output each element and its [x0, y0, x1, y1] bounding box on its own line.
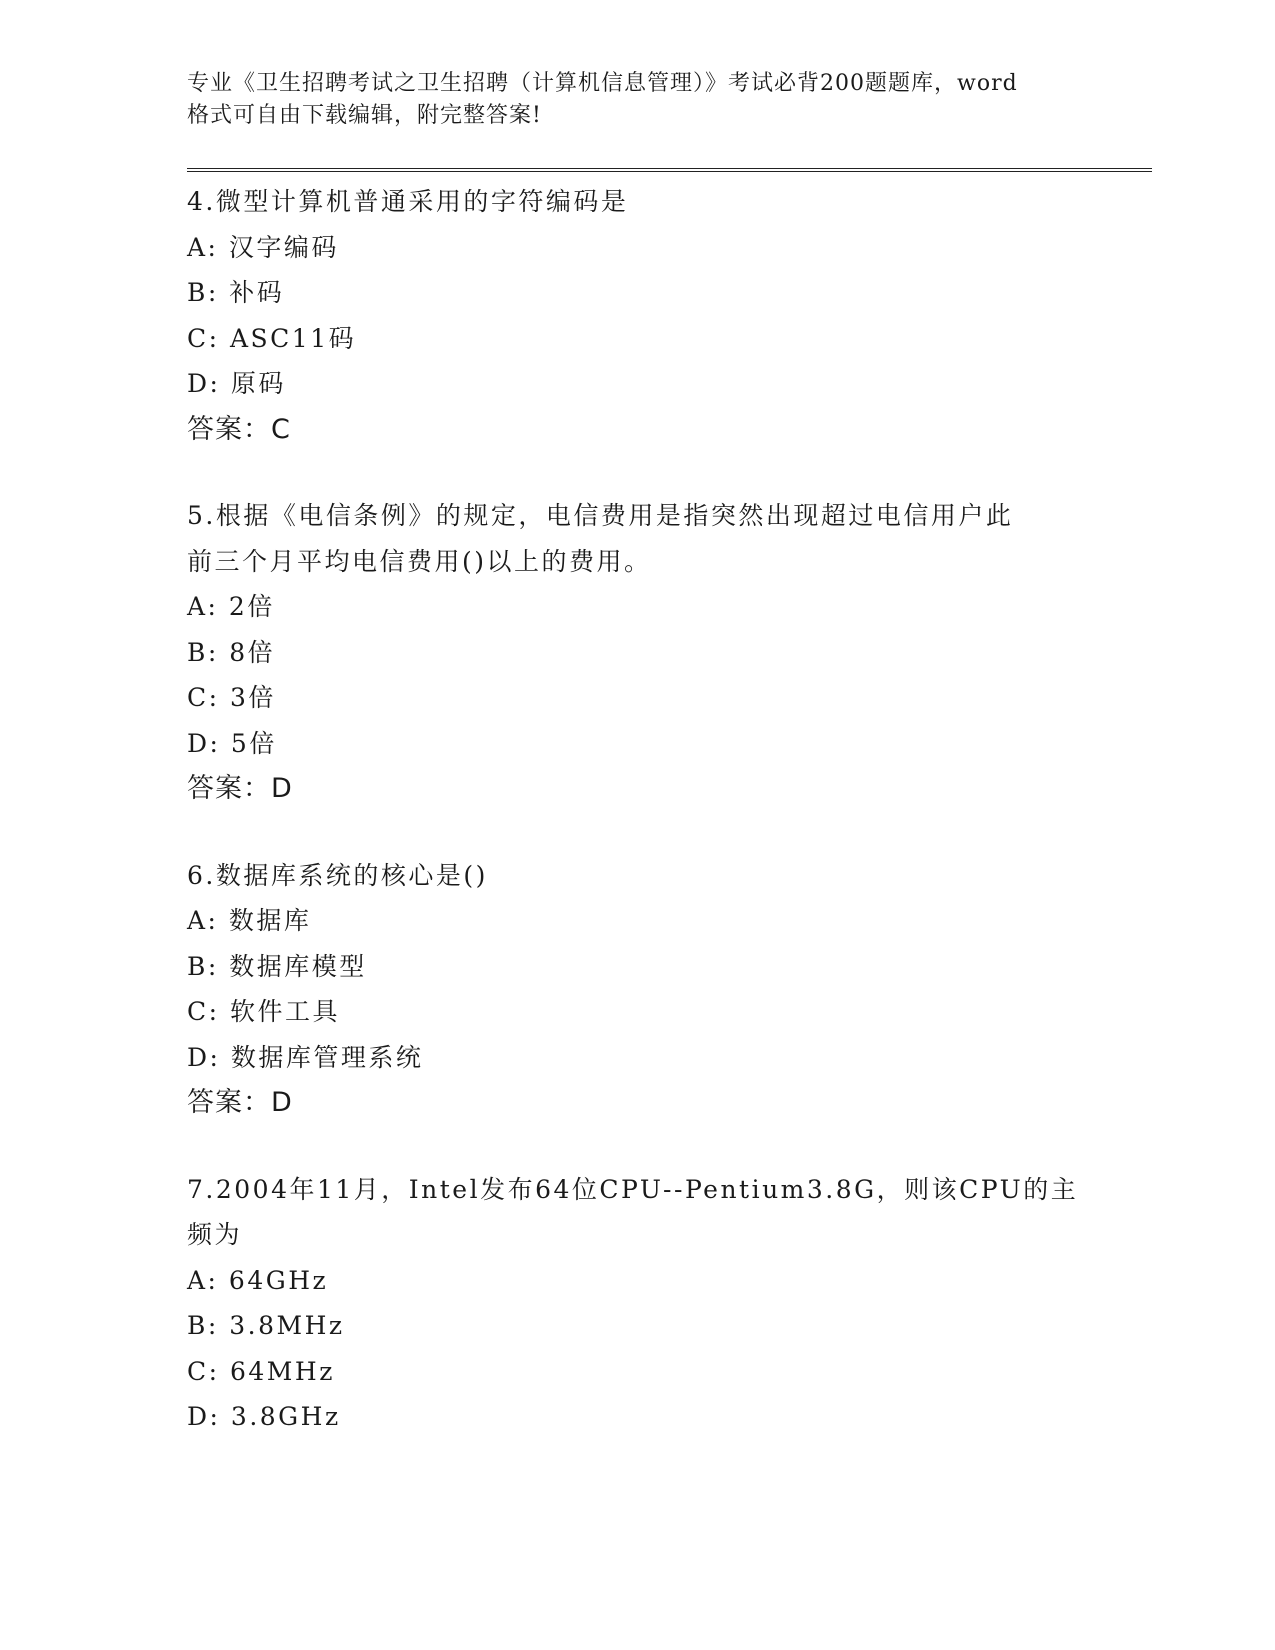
option-d: D: 原码: [187, 369, 286, 398]
option-a: A: 2倍: [187, 592, 275, 621]
document-page: [187, 68, 1152, 1481]
option-c: C: 64MHz: [187, 1356, 335, 1386]
answer-line: 答案：D: [187, 1087, 293, 1118]
option-c: C: ASC11码: [187, 323, 357, 353]
question-4: [187, 179, 1152, 452]
question-6: [187, 853, 1152, 1126]
option-a: A: 64GHz: [187, 1265, 329, 1295]
option-a: A: 数据库: [187, 906, 312, 935]
option-d: D: 3.8GHz: [187, 1402, 341, 1431]
question-7: [187, 1167, 1152, 1440]
header-line-2: 格式可自由下载编辑，附完整答案!: [187, 103, 542, 128]
question-5: [187, 493, 1152, 812]
question-stem: 7.2004年11月，Intel发布64位CPU--Pentium3.8G，则该CPU的主: [187, 1174, 1079, 1204]
option-c: C: 软件工具: [187, 997, 340, 1026]
answer-line: 答案：D: [187, 773, 293, 804]
question-list: [187, 179, 1152, 1440]
option-d: D: 数据库管理系统: [187, 1042, 424, 1072]
option-b: B: 补码: [187, 278, 285, 307]
option-b: B: 数据库模型: [187, 951, 367, 981]
option-a: A: 汉字编码: [187, 232, 339, 262]
header-line-1: 专业《卫生招聘考试之卫生招聘（计算机信息管理）》考试必背200题题库，word: [187, 71, 1018, 96]
question-stem: 6.数据库系统的核心是(): [187, 860, 488, 890]
question-stem: 4.微型计算机普通采用的字符编码是: [187, 187, 629, 216]
answer-line: 答案：C: [187, 413, 291, 445]
header-divider: [187, 168, 1152, 172]
question-stem: 5.根据《电信条例》的规定，电信费用是指突然出现超过电信用户此: [187, 501, 1014, 530]
option-d: D: 5倍: [187, 728, 277, 758]
question-stem-continued: 前三个月平均电信费用()以上的费用。: [187, 546, 652, 576]
option-c: C: 3倍: [187, 683, 276, 712]
option-b: B: 8倍: [187, 637, 276, 667]
option-b: B: 3.8MHz: [187, 1311, 345, 1340]
question-stem-continued: 频为: [187, 1220, 243, 1249]
document-header: [187, 68, 1087, 132]
